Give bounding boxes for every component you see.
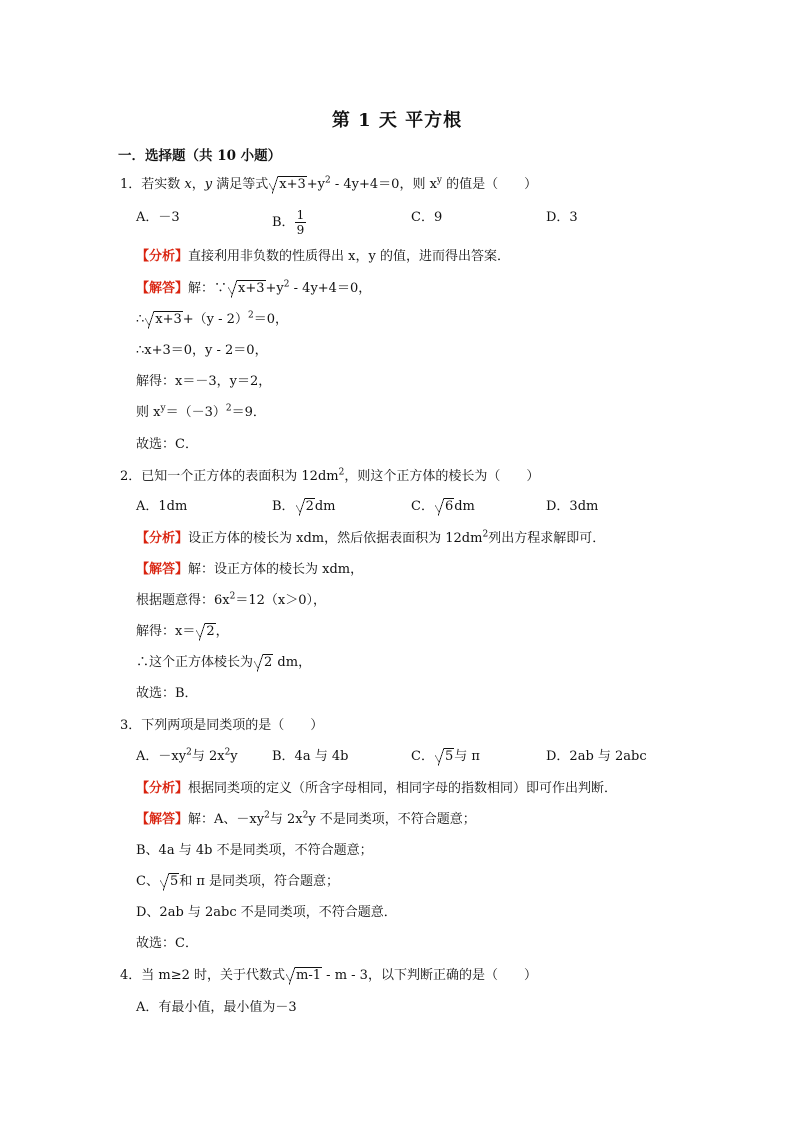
q1-solution-line-2: [136, 310, 288, 330]
text: 列出方程求解即可．: [488, 531, 606, 546]
sqrt-symbol: [435, 497, 454, 517]
solution-tag: 【解答】: [136, 281, 189, 296]
text: +（y - 2）: [182, 312, 248, 327]
sqrt-symbol: [196, 622, 215, 642]
question-4-stem: [120, 966, 537, 986]
text: 解：∵: [188, 281, 228, 296]
radicand: 2: [264, 655, 273, 670]
q2-option-d: D．3dm: [546, 499, 599, 514]
q3-solution-line-2: B、4a 与 4b 不是同类项，不符合题意；: [136, 843, 373, 858]
sqrt-symbol: [269, 175, 307, 195]
text: x: [184, 177, 192, 192]
radicand: 5: [444, 749, 454, 764]
radicand: 5: [169, 874, 179, 889]
text: ＝9．: [231, 405, 266, 420]
radicand: x+3: [279, 177, 306, 192]
q3-option-d: D．2ab 与 2abc: [546, 749, 647, 764]
q2-analysis: [136, 529, 605, 549]
text: A．－xy: [136, 749, 187, 764]
text: dm: [314, 499, 336, 514]
q1-solution-line-4: 解得：x＝－3，y＝2，: [136, 374, 272, 389]
text: 2．已知一个正方体的表面积为 12dm: [120, 469, 339, 484]
text: 的值是（ ）: [442, 177, 538, 192]
q1-solution-line-5: [136, 403, 266, 423]
radicand: x+3: [155, 312, 182, 327]
text: - m - 3，以下判断正确的是（ ）: [322, 968, 537, 983]
q1-option-a: A．－3: [136, 210, 180, 225]
solution-tag: 【解答】: [136, 812, 189, 827]
text: ，: [215, 624, 229, 639]
text: +y: [306, 177, 326, 192]
text: dm: [454, 499, 475, 514]
superscript: 2: [302, 810, 309, 821]
q2-option-a: A．1dm: [136, 499, 188, 514]
sqrt-symbol: [435, 747, 454, 767]
q1-solution-line-1: [136, 279, 371, 299]
analysis-tag: 【分析】: [136, 781, 189, 796]
text: ∴这个正方体棱长为: [136, 655, 254, 670]
sqrt-symbol: [286, 966, 322, 986]
sqrt-symbol: [228, 279, 266, 299]
fraction: [295, 208, 307, 237]
radicand: 2: [206, 624, 215, 639]
q3-choice: 故选：C．: [136, 936, 198, 951]
q3-option-c: [411, 747, 480, 767]
radicand: 2: [305, 499, 314, 514]
question-2-stem: [120, 467, 539, 487]
text: y: [230, 749, 238, 764]
text: - 4y+4＝0，: [289, 281, 372, 296]
superscript: y: [436, 175, 443, 186]
analysis-tag: 【分析】: [136, 531, 189, 546]
q1-option-b: [272, 208, 306, 237]
text: dm，: [273, 655, 312, 670]
text: ＝（－3）: [165, 405, 226, 420]
text: y 不是同类项，不符合题意；: [308, 812, 476, 827]
q1-option-d: D．3: [546, 210, 578, 225]
text: 满足等式: [212, 177, 269, 192]
denominator: 9: [296, 223, 305, 237]
q2-option-c: [411, 497, 475, 517]
superscript: 2: [186, 747, 192, 758]
superscript: y: [160, 403, 166, 414]
text: 与 2x: [269, 812, 303, 827]
text: 与 π: [454, 749, 480, 764]
superscript: 2: [338, 467, 345, 478]
q1-choice: 故选：C．: [136, 437, 198, 452]
sqrt-symbol: [160, 872, 179, 892]
q3-option-b: B．4a 与 4b: [272, 749, 349, 764]
q2-choice: 故选：B．: [136, 686, 198, 701]
text: 解得：x＝: [136, 624, 196, 639]
superscript: 2: [247, 310, 254, 321]
text: 和 π 是同类项，符合题意；: [179, 874, 340, 889]
superscript: 2: [225, 403, 232, 414]
text: C、: [136, 874, 159, 889]
question-1-stem: [120, 175, 537, 195]
text: - 4y+4＝0，则 x: [330, 177, 437, 192]
sqrt-symbol: [145, 310, 183, 330]
q2-solution-line-1: [136, 560, 363, 580]
text: 直接利用非负数的性质得出 x，y 的值，进而得出答案．: [188, 249, 510, 264]
q1-option-c: C．9: [411, 210, 443, 225]
analysis-tag: 【分析】: [136, 249, 189, 264]
radicand: x+3: [238, 281, 265, 296]
superscript: 2: [264, 810, 270, 821]
text: 4．当 m≥2 时，关于代数式: [120, 968, 286, 983]
superscript: 2: [325, 175, 331, 186]
text: B．: [272, 499, 295, 514]
text: 解：A、－xy: [188, 812, 265, 827]
text: ＝0，: [253, 312, 288, 327]
text: C．: [411, 499, 434, 514]
text: 则 x: [136, 405, 161, 420]
radicand: 6: [444, 499, 454, 514]
text: C．: [411, 749, 434, 764]
section-heading: 一．选择题（共 10 小题）: [118, 148, 282, 164]
q2-solution-line-3: [136, 622, 229, 642]
q3-analysis: [136, 779, 617, 799]
q2-solution-line-4: [136, 653, 311, 673]
radicand: m-1: [296, 968, 322, 983]
superscript: 2: [482, 529, 489, 540]
q3-solution-line-4: D、2ab 与 2abc 不是同类项，不符合题意．: [136, 905, 397, 920]
text: ＝12（x＞0），: [235, 593, 326, 608]
text: y: [204, 177, 213, 192]
q3-solution-line-3: [136, 872, 339, 892]
text: 与 2x: [191, 749, 225, 764]
text: 解：设正方体的棱长为 xdm，: [188, 562, 364, 577]
superscript: 2: [229, 591, 236, 602]
text: ，: [191, 177, 205, 192]
text: 设正方体的棱长为 xdm，然后依据表面积为 12dm: [188, 531, 483, 546]
q3-option-a: [136, 747, 238, 767]
sqrt-symbol: [296, 497, 315, 517]
superscript: 2: [283, 279, 290, 290]
q1-solution-line-3: ∴x+3＝0，y - 2＝0，: [136, 343, 268, 358]
numerator: 1: [296, 208, 305, 222]
page-title: 第 1 天 平方根: [331, 110, 463, 131]
text: +y: [265, 281, 284, 296]
q3-solution-line-1: [136, 810, 476, 830]
solution-tag: 【解答】: [136, 562, 189, 577]
superscript: 2: [224, 747, 231, 758]
text: 根据题意得：6x: [136, 593, 230, 608]
text: ，则这个正方体的棱长为（ ）: [344, 469, 540, 484]
q2-option-b: [272, 497, 336, 517]
q2-solution-line-2: [136, 591, 326, 611]
sqrt-symbol: [254, 653, 273, 673]
text: ∴: [136, 312, 145, 327]
text: 根据同类项的定义（所含字母相同，相同字母的指数相同）即可作出判断．: [188, 781, 618, 796]
q1-analysis: [136, 247, 510, 267]
question-3-stem: 3．下列两项是同类项的是（ ）: [120, 718, 324, 733]
text: 1．若实数: [120, 177, 185, 192]
q4-option-a: A．有最小值，最小值为－3: [136, 1000, 297, 1015]
text: B．: [272, 215, 295, 230]
